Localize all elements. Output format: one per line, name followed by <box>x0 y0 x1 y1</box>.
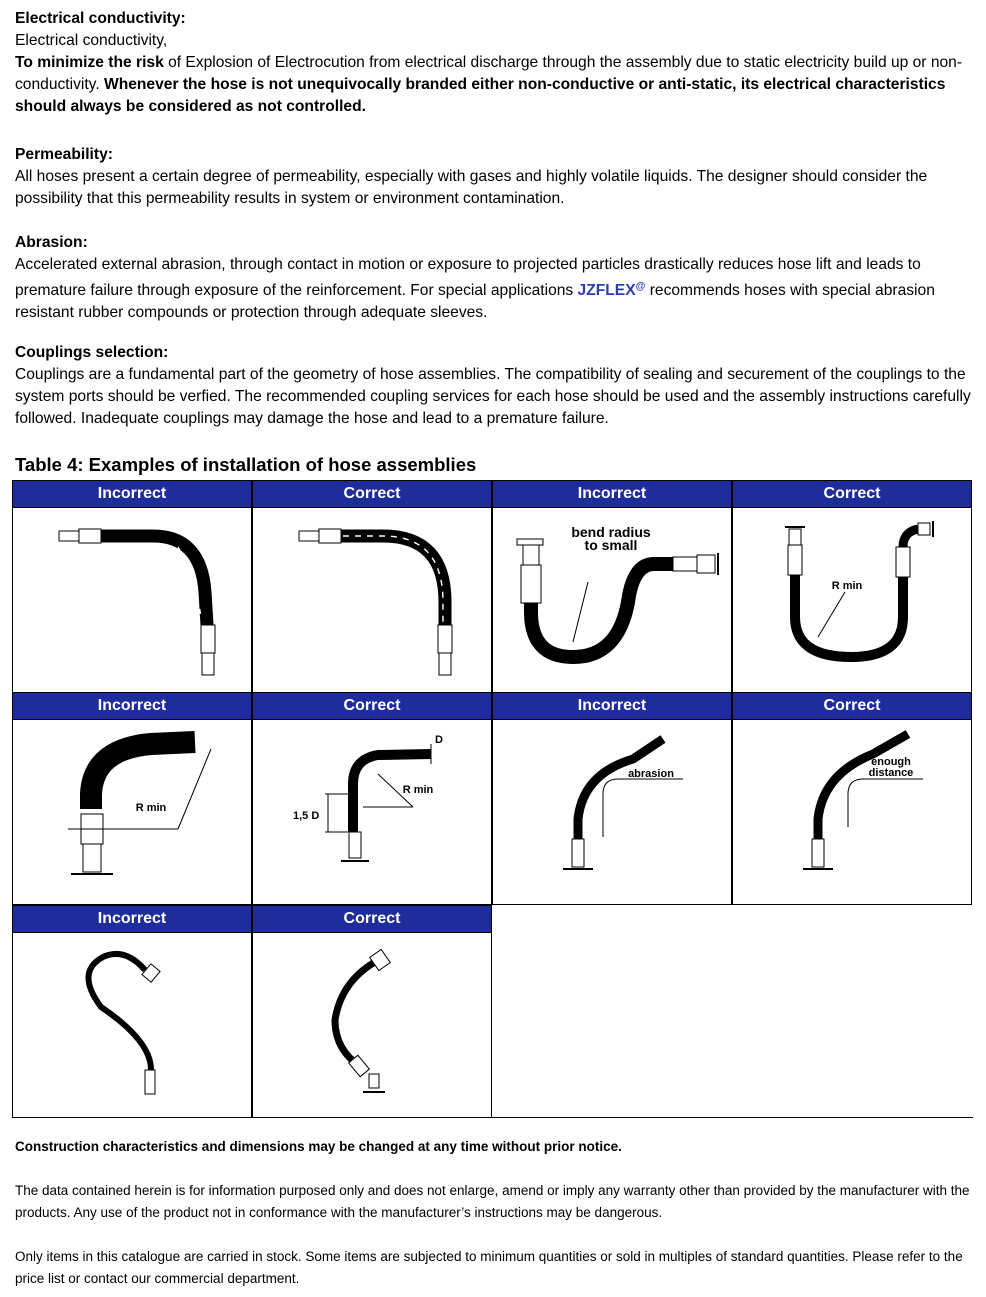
electrical-text1: of Explosion of Electrocution from electrical discharge through the assembly due to static electricity build up or non-conductivity. <box>15 54 963 93</box>
cell-1-incorrect <box>12 480 252 693</box>
electrical-bold1: To minimize the risk <box>15 54 164 71</box>
cell-5-incorrect <box>12 692 252 905</box>
section-permeability <box>15 144 977 210</box>
permeability-title: Permeability: <box>15 146 113 163</box>
electrical-title: Electrical conductivity: <box>15 10 186 27</box>
cell-header: Incorrect <box>13 481 251 508</box>
cell-header: Correct <box>253 693 491 720</box>
abrasion-title: Abrasion: <box>15 234 88 251</box>
rmin-label: R min <box>402 784 434 796</box>
enough-label: enough <box>871 756 911 768</box>
installation-table <box>12 480 973 1118</box>
bend-radius-label-1: bend radius <box>571 524 651 540</box>
rmin-label: R min <box>135 802 167 814</box>
cell-3-incorrect <box>492 480 732 693</box>
hose-untwisted-correct-illustration <box>253 932 491 1117</box>
electrical-body <box>15 52 977 118</box>
hose-straight-bend-correct-illustration <box>253 507 491 692</box>
cell-8-correct <box>732 692 972 905</box>
hose-straight-length-correct-illustration <box>253 719 491 904</box>
cell-header: Incorrect <box>13 906 251 933</box>
abrasion-text-before: Accelerated external abrasion, through contact in motion or exposure to projected particles drastically reduces hose lift and leads to premature failure through exposure of the reinforcement. For special applications <box>15 256 921 300</box>
hose-clearance-correct-illustration <box>733 719 971 904</box>
electrical-bold2: Whenever the hose is not unequivocally branded either non-conductive or anti-static, its electrical characteristics should always be considered as not controlled. <box>15 76 946 115</box>
section-couplings <box>15 342 977 430</box>
hose-abrasion-incorrect-illustration <box>493 719 731 904</box>
section-electrical <box>15 8 977 118</box>
couplings-title: Couplings selection: <box>15 344 169 361</box>
footer-notice: Construction characteristics and dimensions may be changed at any time without prior notice. <box>15 1139 622 1154</box>
cell-header: Correct <box>733 693 971 720</box>
electrical-line1: Electrical conductivity, <box>15 32 168 49</box>
cell-header: Correct <box>253 906 491 933</box>
table-bottom-rule <box>492 1117 973 1118</box>
brand-name <box>578 282 646 299</box>
cell-header: Incorrect <box>13 693 251 720</box>
brand-text: JZFLEX <box>577 282 636 300</box>
cell-9-incorrect <box>12 905 252 1118</box>
cell-header: Incorrect <box>493 481 731 508</box>
cell-6-correct <box>252 692 492 905</box>
cell-header: Correct <box>253 481 491 508</box>
abrasion-text <box>15 254 977 324</box>
brand-mark: @ <box>635 281 646 292</box>
bend-radius-label-2: to small <box>584 537 638 553</box>
table-title: Table 4: Examples of installation of hose assemblies <box>15 454 477 475</box>
cell-7-incorrect <box>492 692 732 905</box>
couplings-text: Couplings are a fundamental part of the geometry of hose assemblies. The compatibility of sealing and securement of the couplings to the system ports should be verfied. The recommended coupling services for each hose should be used and the assembly instructions carefully followed. Inadequate couplings may damage the hose and lead to a premature failure. <box>15 366 971 427</box>
hose-bend-at-fitting-incorrect-illustration <box>13 719 251 904</box>
hose-straight-bend-incorrect-illustration <box>13 507 251 692</box>
distance-label: distance <box>868 767 914 779</box>
rmin-label: R min <box>831 580 863 592</box>
abrasion-text-after: recommends hoses with special abrasion resistant rubber compounds or protection through adequate sleeves. <box>15 282 935 322</box>
hose-twisted-incorrect-illustration <box>13 932 251 1117</box>
abrasion-label: abrasion <box>628 768 674 780</box>
fifteen-d-label: 1,5 D <box>293 810 320 822</box>
cell-2-correct <box>252 480 492 693</box>
footer-stock: Only items in this catalogue are carried in stock. Some items are subjected to minimum quantities or sold in multiples of standard quantities. Please refer to the price list or contact our commercial department. <box>15 1249 963 1286</box>
cell-header: Incorrect <box>493 693 731 720</box>
cell-10-correct <box>252 905 492 1118</box>
cell-header: Correct <box>733 481 971 508</box>
footer-disclaimer: The data contained herein is for information purposed only and does not enlarge, amend or imply any warranty other than provided by the manufacturer with the products. Any use of the product not in conformance with the manufacturer’s instructions may be dangerous. <box>15 1183 970 1220</box>
permeability-text: All hoses present a certain degree of permeability, especially with gases and highly volatile liquids. The designer should consider the possibility that this permeability results in system or environment contamination. <box>15 168 928 207</box>
d-label: D <box>435 734 443 746</box>
section-abrasion <box>15 232 977 324</box>
cell-4-correct <box>732 480 972 693</box>
hose-wide-bend-correct-illustration <box>733 507 971 692</box>
hose-tight-bend-incorrect-illustration <box>493 507 731 692</box>
